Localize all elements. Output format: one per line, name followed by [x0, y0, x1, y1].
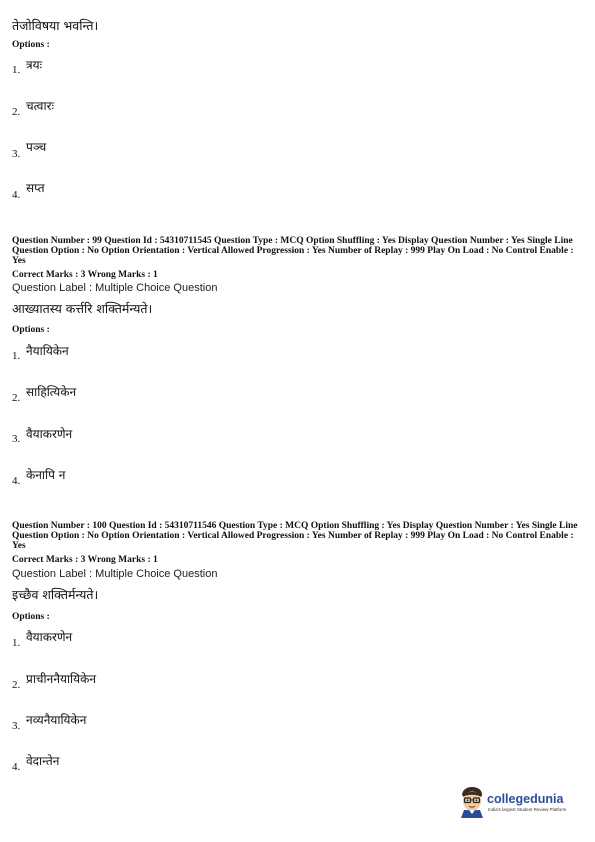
question-marks: Correct Marks : 3 Wrong Marks : 1 [12, 555, 158, 565]
collegedunia-logo [458, 786, 570, 822]
option-number: 1. [12, 64, 21, 76]
option-number: 4. [12, 189, 21, 201]
question-text: इच्छैव शक्तिर्मन्यते। [12, 587, 99, 602]
question-metadata: Question Number : 100 Question Id : 54310711546 Question Type : MCQ Option Shuffling : Yes Display Question Number : Yes Single Line Question Option : No Option Orientation : Vertical Allowed Progression : Yes Number of Replay : 999 Play On Load : No Control Enable : Yes [12, 521, 578, 551]
question-marks: Correct Marks : 3 Wrong Marks : 1 [12, 270, 158, 280]
options-heading: Options : [12, 325, 50, 335]
option-text[interactable]: वैयाकरणेन [26, 427, 73, 441]
option-text[interactable]: त्रयः [26, 58, 43, 72]
logo-tagline: India's largest Student Review Platform [488, 807, 567, 812]
option-text[interactable]: केनापि न [26, 468, 66, 482]
option-number: 4. [12, 475, 21, 487]
option-text[interactable]: नैयायिकेन [26, 344, 69, 358]
option-number: 1. [12, 350, 21, 362]
logo-brand: collegedunia [487, 792, 564, 806]
options-heading: Options : [12, 612, 50, 622]
question-label: Question Label : Multiple Choice Question [12, 568, 218, 580]
option-text[interactable]: चत्वारः [26, 99, 54, 113]
option-text[interactable]: पञ्च [26, 140, 47, 154]
option-number: 3. [12, 720, 21, 732]
option-number: 2. [12, 106, 21, 118]
question-text: तेजोविषया भवन्ति। [12, 18, 99, 33]
option-number: 2. [12, 679, 21, 691]
option-text[interactable]: नव्यनैयायिकेन [26, 713, 87, 727]
option-number: 3. [12, 433, 21, 445]
options-heading: Options : [12, 40, 50, 50]
option-text[interactable]: वैयाकरणेन [26, 630, 73, 644]
option-number: 1. [12, 637, 21, 649]
option-text[interactable]: सप्त [26, 181, 45, 195]
question-label: Question Label : Multiple Choice Question [12, 282, 218, 294]
option-text[interactable]: साहित्यिकेन [26, 385, 77, 399]
question-text: आख्यातस्य कर्त्तरि शक्तिर्मन्यते। [12, 301, 153, 316]
option-text[interactable]: वेदान्तेन [26, 754, 60, 768]
option-number: 2. [12, 392, 21, 404]
option-number: 3. [12, 148, 21, 160]
question-metadata: Question Number : 99 Question Id : 54310711545 Question Type : MCQ Option Shuffling : Yes Display Question Number : Yes Single Line Question Option : No Option Orientation : Vertical Allowed Progression : Yes Number of Replay : 999 Play On Load : No Control Enable : Yes [12, 236, 574, 266]
student-mascot-icon [458, 786, 486, 818]
option-text[interactable]: प्राचीननैयायिकेन [26, 672, 96, 686]
option-number: 4. [12, 761, 21, 773]
